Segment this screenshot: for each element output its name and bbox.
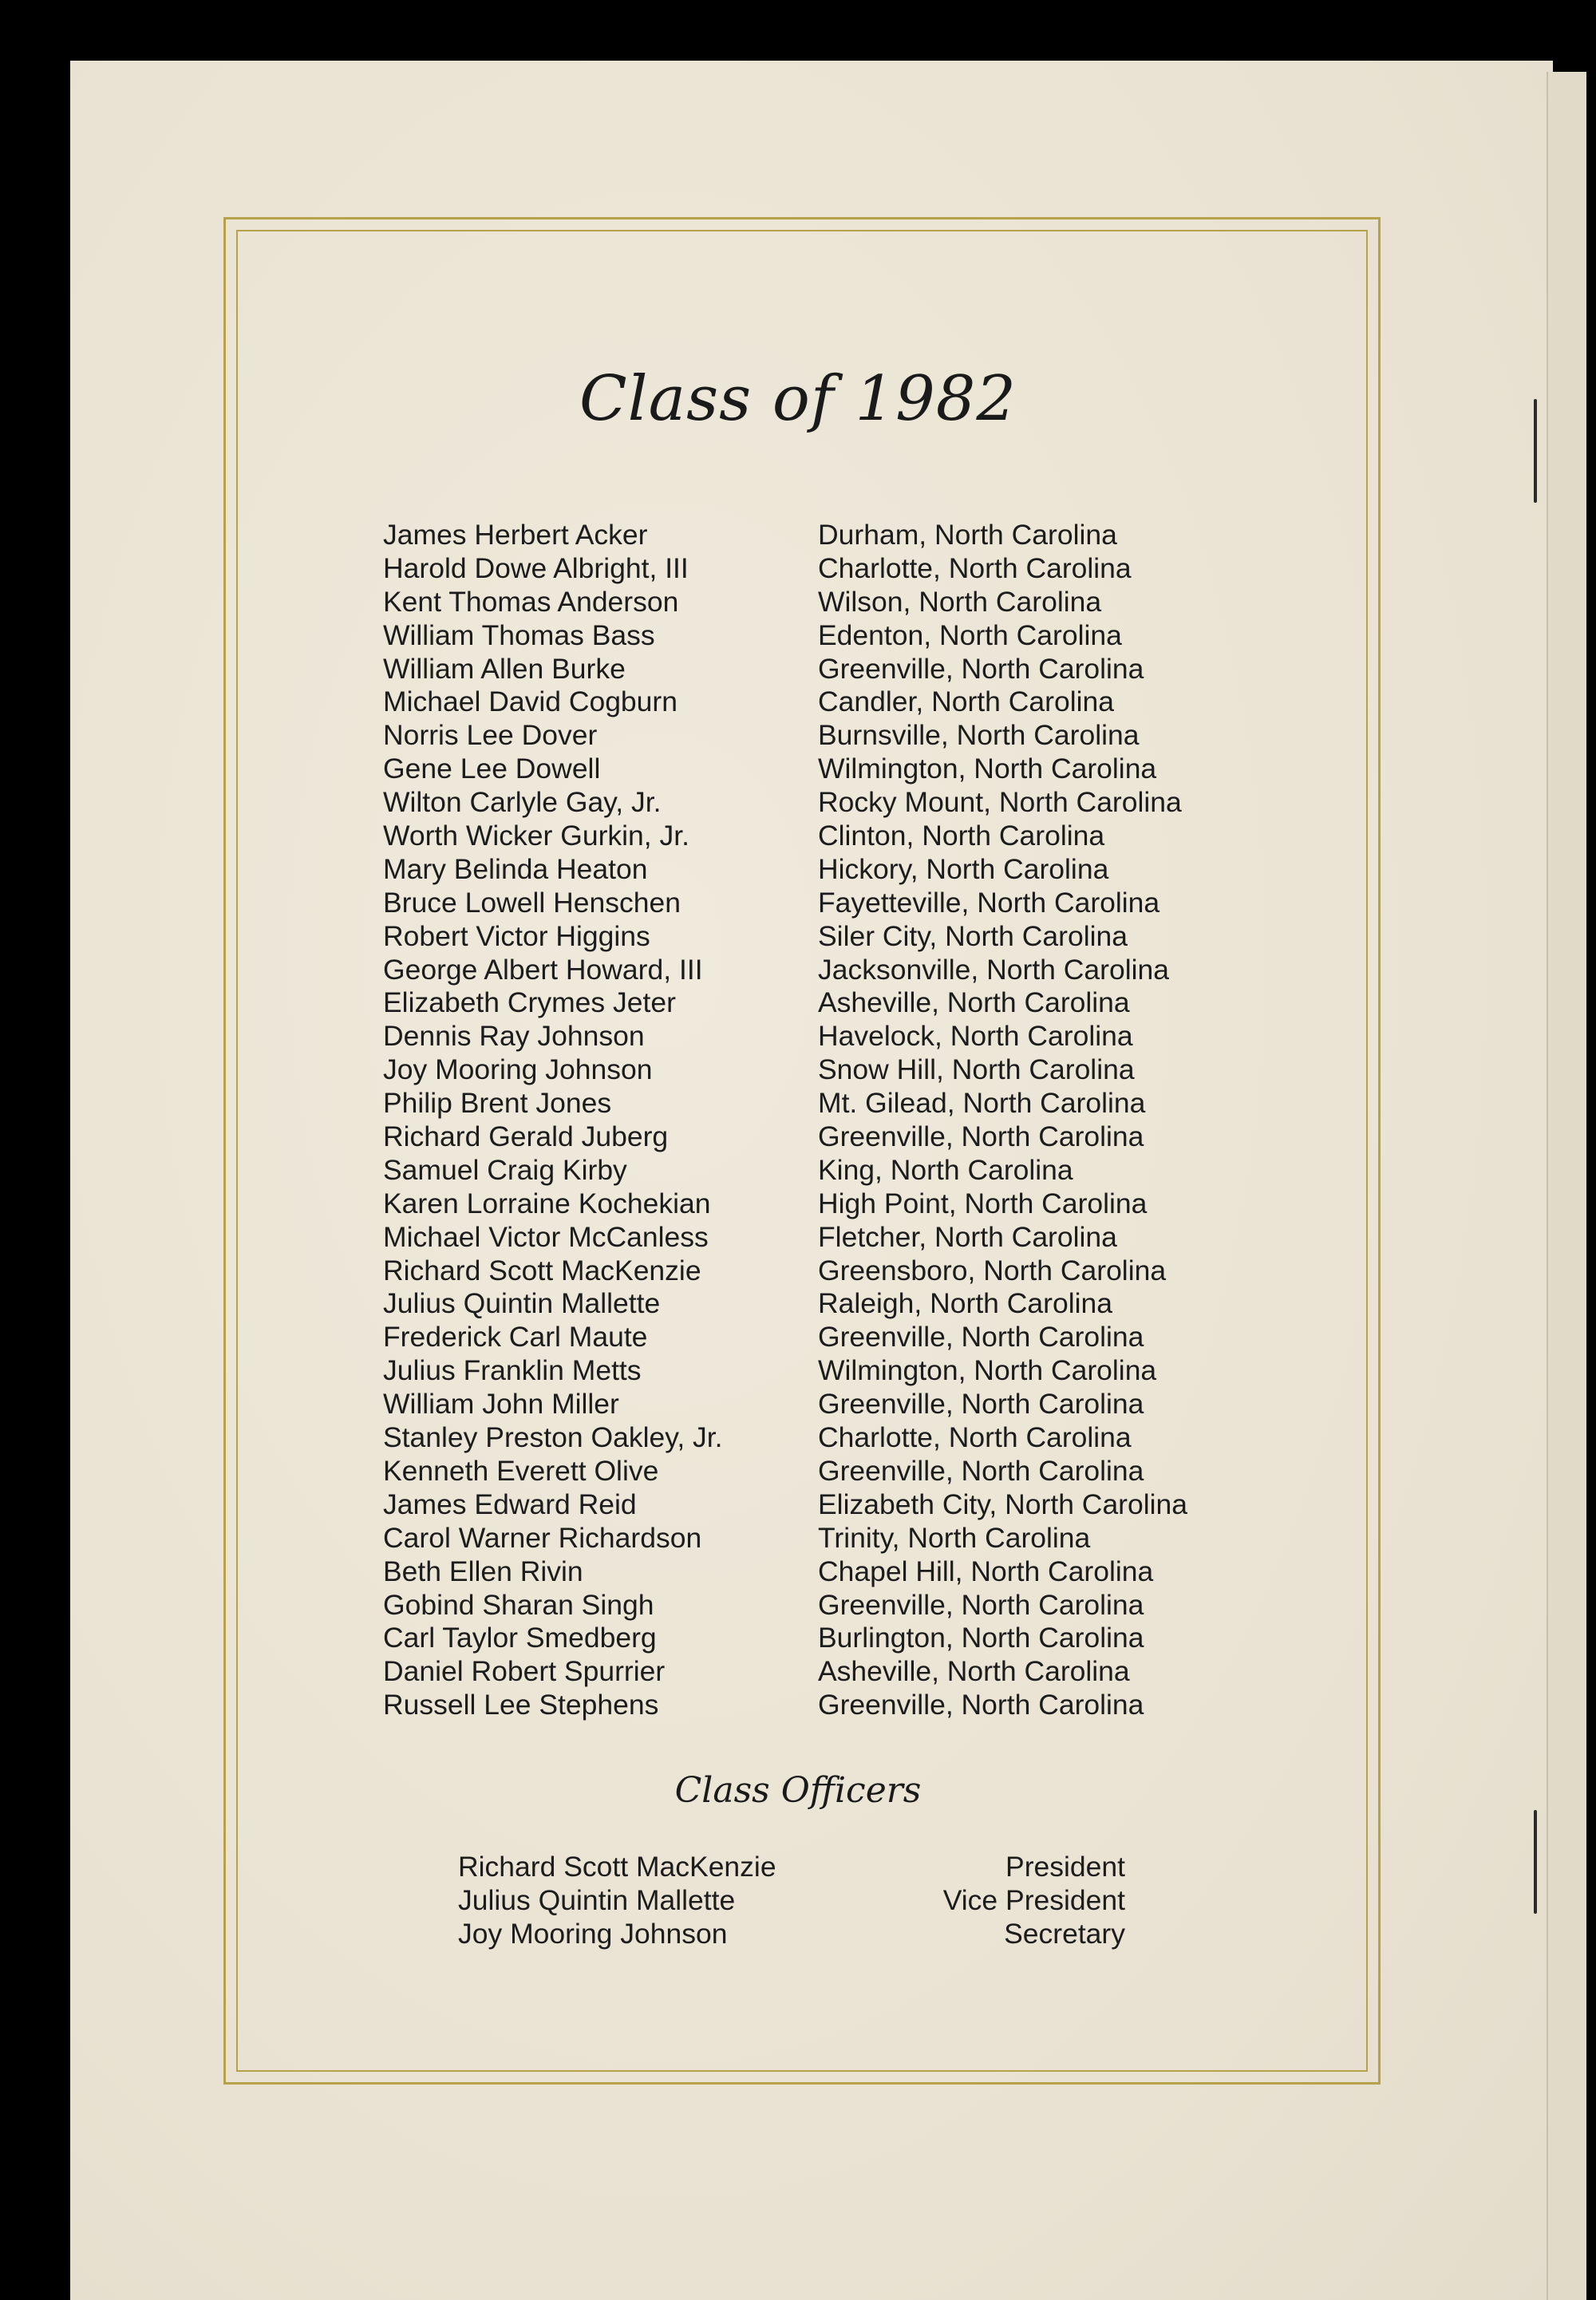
graduate-name: George Albert Howard, III <box>383 953 703 986</box>
officer-role: Secretary <box>1004 1918 1125 1950</box>
graduate-hometown: Greenville, North Carolina <box>818 1321 1144 1354</box>
graduate-row <box>383 887 1261 920</box>
graduate-name: Carl Taylor Smedberg <box>383 1622 657 1654</box>
graduate-hometown: Wilmington, North Carolina <box>818 753 1157 785</box>
graduate-hometown: Jacksonville, North Carolina <box>818 953 1169 986</box>
graduate-hometown: Charlotte, North Carolina <box>818 551 1132 584</box>
graduate-hometown: Greenville, North Carolina <box>818 652 1144 685</box>
graduate-row <box>383 1221 1261 1255</box>
graduate-name: Philip Brent Jones <box>383 1087 612 1120</box>
graduate-row <box>383 619 1261 653</box>
graduate-hometown: Havelock, North Carolina <box>818 1020 1133 1053</box>
graduate-name: Daniel Robert Spurrier <box>383 1655 666 1688</box>
graduate-name: William Allen Burke <box>383 652 626 685</box>
graduate-row <box>383 1388 1261 1421</box>
graduate-hometown: Chapel Hill, North Carolina <box>818 1555 1154 1587</box>
graduate-row <box>383 1689 1261 1722</box>
graduate-row <box>383 1020 1261 1053</box>
officers-list <box>458 1850 1125 1950</box>
graduate-hometown: Mt. Gilead, North Carolina <box>818 1087 1146 1120</box>
graduate-name: Richard Gerald Juberg <box>383 1120 669 1153</box>
officer-role: President <box>1005 1851 1125 1883</box>
graduate-row <box>383 1421 1261 1455</box>
graduate-name: Richard Scott MacKenzie <box>383 1254 701 1286</box>
graduate-name: Julius Quintin Mallette <box>383 1287 661 1320</box>
graduate-name: Dennis Ray Johnson <box>383 1020 645 1053</box>
graduate-name: Beth Ellen Rivin <box>383 1555 583 1587</box>
graduate-row <box>383 1287 1261 1321</box>
graduate-hometown: Durham, North Carolina <box>818 519 1117 551</box>
officer-row <box>458 1917 1125 1950</box>
graduate-row <box>383 1354 1261 1388</box>
graduate-hometown: Greenville, North Carolina <box>818 1689 1144 1721</box>
page-title: Class of 1982 <box>579 363 1017 435</box>
graduate-hometown: Rocky Mount, North Carolina <box>818 786 1182 819</box>
graduate-name: Carol Warner Richardson <box>383 1521 702 1554</box>
graduate-name: Worth Wicker Gurkin, Jr. <box>383 820 689 852</box>
graduate-name: William John Miller <box>383 1388 619 1421</box>
graduate-hometown: Fletcher, North Carolina <box>818 1220 1117 1253</box>
graduate-row <box>383 1522 1261 1555</box>
graduate-row <box>383 552 1261 586</box>
graduate-name: Joy Mooring Johnson <box>383 1053 653 1086</box>
graduate-row <box>383 1655 1261 1689</box>
graduate-name: Robert Victor Higgins <box>383 919 650 952</box>
officer-name: Joy Mooring Johnson <box>458 1918 728 1950</box>
graduate-hometown: Greenville, North Carolina <box>818 1454 1144 1487</box>
graduate-row <box>383 1488 1261 1522</box>
graduate-row <box>383 1589 1261 1622</box>
graduate-row <box>383 1188 1261 1221</box>
graduate-hometown: Greenville, North Carolina <box>818 1388 1144 1421</box>
graduate-row <box>383 1053 1261 1087</box>
graduate-row <box>383 786 1261 820</box>
graduate-name: James Herbert Acker <box>383 519 648 551</box>
graduate-name: Norris Lee Dover <box>383 719 598 752</box>
graduate-row <box>383 853 1261 887</box>
officers-heading: Class Officers <box>674 1770 922 1811</box>
graduate-hometown: Hickory, North Carolina <box>818 852 1109 885</box>
graduate-name: Harold Dowe Albright, III <box>383 551 689 584</box>
graduate-row <box>383 1255 1261 1288</box>
graduate-row <box>383 1120 1261 1154</box>
graduate-hometown: Fayetteville, North Carolina <box>818 886 1160 919</box>
graduate-hometown: King, North Carolina <box>818 1153 1073 1186</box>
graduate-name: James Edward Reid <box>383 1488 637 1520</box>
graduate-hometown: Burlington, North Carolina <box>818 1622 1144 1654</box>
graduate-name: Mary Belinda Heaton <box>383 852 648 885</box>
graduate-row <box>383 1455 1261 1488</box>
graduate-hometown: High Point, North Carolina <box>818 1187 1148 1219</box>
graduate-row <box>383 719 1261 753</box>
graduate-row <box>383 820 1261 853</box>
graduate-name: William Thomas Bass <box>383 618 655 651</box>
graduate-hometown: Greenville, North Carolina <box>818 1588 1144 1621</box>
officer-name: Richard Scott MacKenzie <box>458 1851 776 1883</box>
graduate-row <box>383 753 1261 786</box>
graduate-hometown: Candler, North Carolina <box>818 686 1114 718</box>
graduate-row <box>383 686 1261 719</box>
graduate-row <box>383 586 1261 619</box>
graduate-hometown: Raleigh, North Carolina <box>818 1287 1112 1320</box>
graduate-row <box>383 653 1261 686</box>
graduate-row <box>383 1622 1261 1655</box>
graduate-name: Gene Lee Dowell <box>383 753 601 785</box>
staple-bottom <box>1534 1810 1537 1914</box>
graduate-row <box>383 1154 1261 1188</box>
graduate-name: Wilton Carlyle Gay, Jr. <box>383 786 662 819</box>
graduate-hometown: Edenton, North Carolina <box>818 618 1122 651</box>
graduate-name: Frederick Carl Maute <box>383 1321 648 1354</box>
graduate-roster <box>383 519 1261 1722</box>
graduate-name: Michael David Cogburn <box>383 686 678 718</box>
officer-row <box>458 1883 1125 1917</box>
graduate-hometown: Greensboro, North Carolina <box>818 1254 1167 1286</box>
graduate-name: Samuel Craig Kirby <box>383 1153 627 1186</box>
graduate-name: Stanley Preston Oakley, Jr. <box>383 1421 723 1454</box>
graduate-row <box>383 519 1261 552</box>
graduate-name: Russell Lee Stephens <box>383 1689 659 1721</box>
graduate-row <box>383 920 1261 954</box>
graduate-row <box>383 1321 1261 1354</box>
graduate-hometown: Snow Hill, North Carolina <box>818 1053 1135 1086</box>
graduate-name: Kenneth Everett Olive <box>383 1454 659 1487</box>
graduate-hometown: Asheville, North Carolina <box>818 1655 1130 1688</box>
graduate-name: Bruce Lowell Henschen <box>383 886 681 919</box>
graduate-name: Gobind Sharan Singh <box>383 1588 654 1621</box>
officer-role: Vice President <box>942 1884 1125 1916</box>
graduate-hometown: Greenville, North Carolina <box>818 1120 1144 1153</box>
graduate-name: Karen Lorraine Kochekian <box>383 1187 711 1219</box>
graduate-hometown: Charlotte, North Carolina <box>818 1421 1132 1454</box>
graduate-name: Elizabeth Crymes Jeter <box>383 986 676 1019</box>
graduate-hometown: Asheville, North Carolina <box>818 986 1130 1019</box>
graduate-name: Michael Victor McCanless <box>383 1220 709 1253</box>
graduate-name: Kent Thomas Anderson <box>383 585 679 618</box>
officer-row <box>458 1850 1125 1883</box>
graduate-row <box>383 1555 1261 1589</box>
graduate-hometown: Siler City, North Carolina <box>818 919 1128 952</box>
graduate-hometown: Burnsville, North Carolina <box>818 719 1140 752</box>
graduate-hometown: Wilmington, North Carolina <box>818 1354 1157 1387</box>
graduate-name: Julius Franklin Metts <box>383 1354 642 1387</box>
graduate-hometown: Trinity, North Carolina <box>818 1521 1091 1554</box>
graduate-row <box>383 954 1261 987</box>
graduate-row <box>383 1087 1261 1120</box>
graduate-hometown: Elizabeth City, North Carolina <box>818 1488 1188 1520</box>
graduate-hometown: Clinton, North Carolina <box>818 820 1105 852</box>
graduate-row <box>383 986 1261 1020</box>
graduate-hometown: Wilson, North Carolina <box>818 585 1102 618</box>
officer-name: Julius Quintin Mallette <box>458 1884 736 1916</box>
